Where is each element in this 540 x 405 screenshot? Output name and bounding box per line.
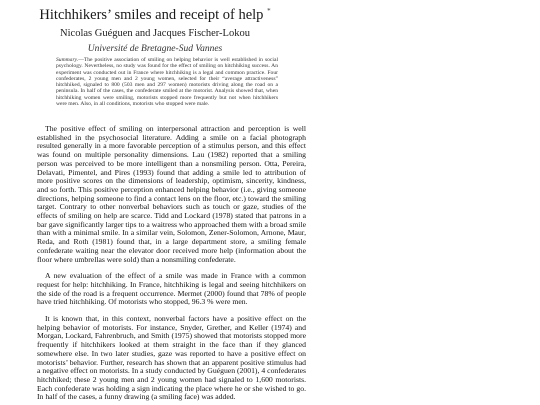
paper-title-text: Hitchhikers’ smiles and receipt of help [39, 7, 264, 23]
body-paragraph: The positive effect of smiling on interpersonal attraction and perception is well established in the psychosocial literature. Adding a smile on a facial photograph resulted generally in a more favorable perception of a stimulus person, and this effect was found on multiple personality dimensions. Lau (1982) reported that a smiling person was perceived to be more intelligent than a nonsmiling person. Otta, Pereira, Delavati, Pimentel, and Pires (1993) found that adding a smile led to attribution of more positive scores on the dimensions of leadership, optimism, sincerity, kindness, and so forth. This positive perception enhanced helping behavior (i.e., giving someone directions, helping someone to find a contact lens on the floor, etc.) toward the smiling target. Contrary to other nonverbal behaviors such as touch or gaze, studies of the effects of smiling on help are scarce. Tidd and Lockard (1978) stated that patrons in a bar gave significantly larger tips to a waitress who approached them with a broad smile than with a minimal smile. In a similar vein, Solomon, Zener-Solomon, Arnone, Maur, Reda, and Roth (1981) found that, in a large department store, a smiling female confederate waiting near the elevator door received more help (information about the floor where umbrellas were sold) than a nonsmiling confederate. [37, 125, 306, 264]
title-footnote-mark: * [267, 7, 271, 16]
paper-authors: Nicolas Guéguen and Jacques Fischer-Lokou [60, 28, 250, 39]
paper-summary [56, 57, 278, 107]
paper-title [0, 7, 310, 24]
body-paragraph: It is known that, in this context, nonverbal factors have a positive effect on the helping behavior of motorists. For instance, Snyder, Grether, and Keller (1974) and Morgan, Lockard, Fahrenbruch, and Smith (1975) showed that motorists stopped more frequently if hitchhikers looked at them straight in the face than if they glanced somewhere else. In two later studies, gaze was reported to have a positive effect on motorists’ behavior. Further, research has shown that an apparent positive stimulus had a negative effect on motorists. In a study conducted by Guéguen (2001), 4 confederates hitchhiked; these 2 young men and 2 young women had signaled to 1,600 motorists. Each confederate was holding a sign indicating the place where he or she wished to go. In half of the cases, a funny drawing (a smiling face) was added. [37, 314, 306, 402]
paper-body [37, 125, 306, 405]
paper-affiliation: Université de Bretagne-Sud Vannes [87, 44, 223, 54]
summary-text: —The positive association of smiling on helping behavior is well established in social psychology. Nevertheless, no study was found for the effect of smiling on hitchhiking success. An experiment was conducted out in France where hitchhiking is a legal and common practice. Four confederates, 2 young men and 2 young women, selected for their “average attractiveness” hitchhiked, signaled to 800 (503 men and 297 women) motorists driving along the road on a peninsula. In half of the cases, the confederate smiled at the motorist. Analysis showed that, when hitchhiking women were smiling, motorists stopped more frequently but not when hitchhikers were men. Also, in all conditions, motorists who stopped were male. [56, 57, 278, 107]
summary-lead: Summary. [56, 57, 79, 63]
body-paragraph: A new evaluation of the effect of a smile was made in France with a common request for help: hitchhiking. In France, hitchhiking is legal and seeing hitchhikers on the side of the road is a frequent occurrence. Mermet (2000) found that 78% of people have tried hitchhiking. Of motorists who stopped, 96.3 % were men. [37, 271, 306, 307]
